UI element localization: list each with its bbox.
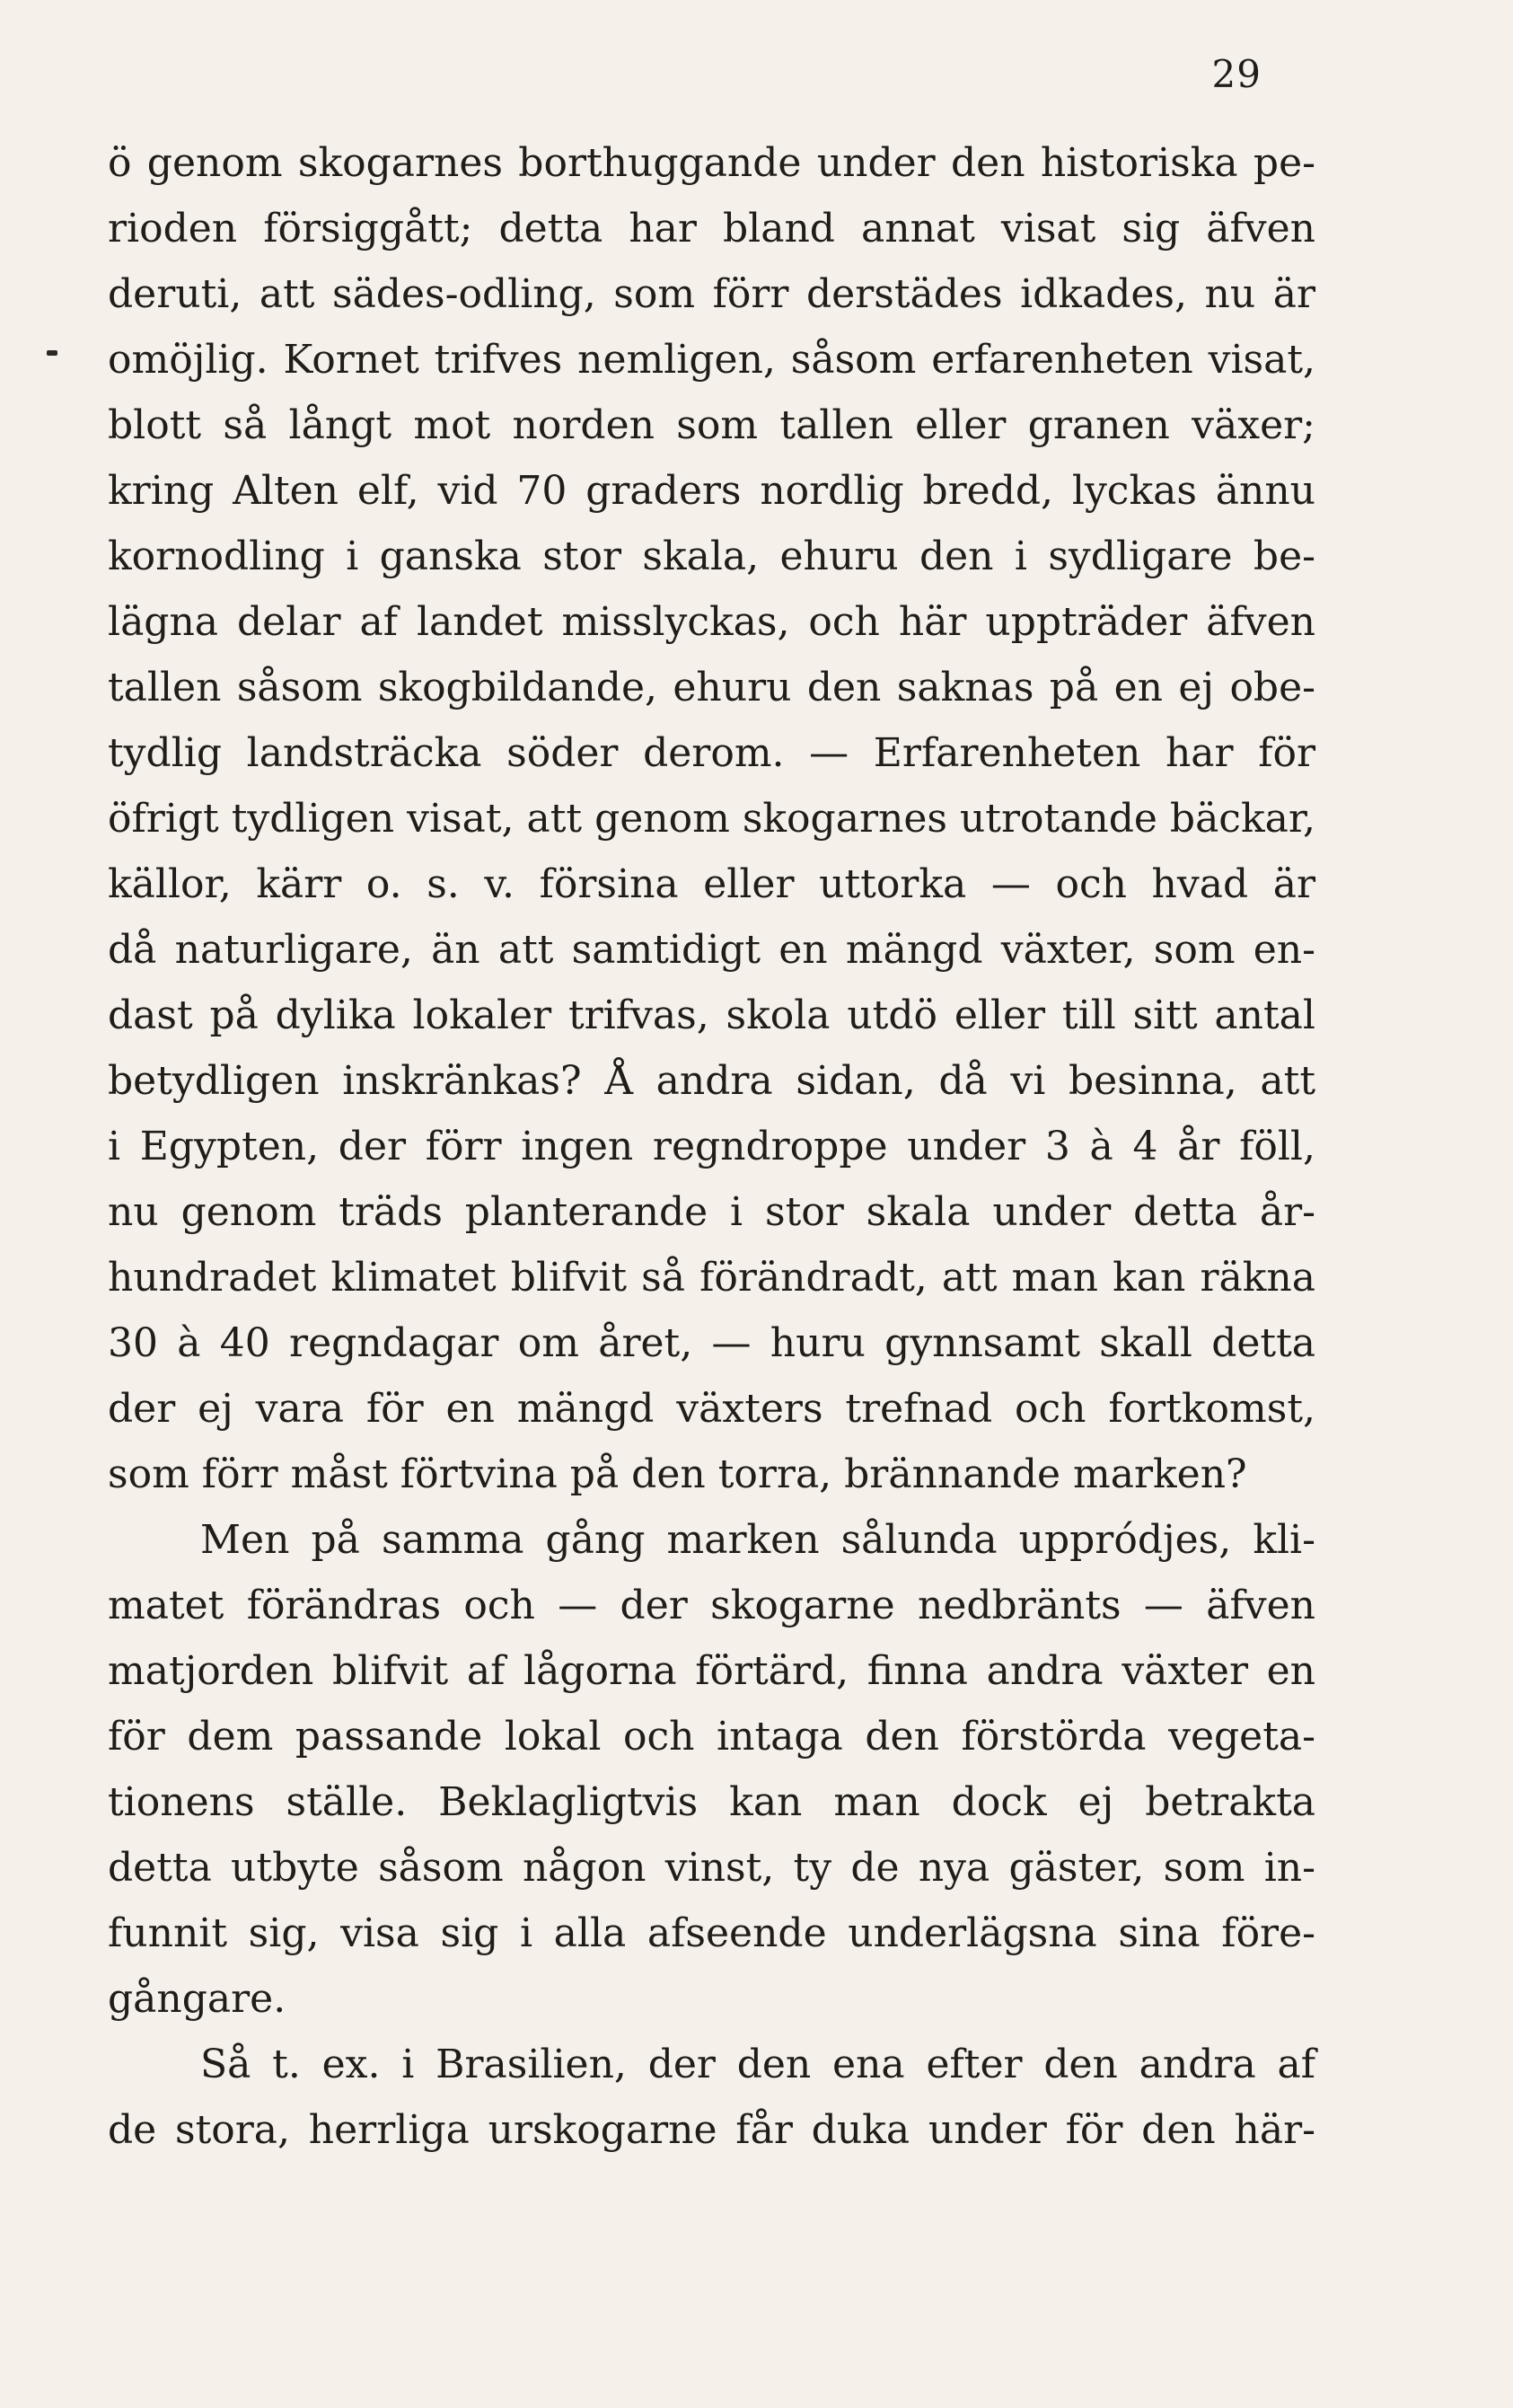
text-line: betydligen inskränkas? Å andra sidan, då vi besinna, att (108, 1058, 1315, 1104)
text-line: tydlig landsträcka söder derom. — Erfarenheten har för (108, 730, 1315, 776)
text-line: 30 à 40 regndagar om året, — huru gynnsamt skall detta (108, 1320, 1315, 1366)
text-line: detta utbyte såsom någon vinst, ty de nya gäster, som in- (108, 1845, 1315, 1891)
text-line: i Egypten, der förr ingen regndroppe under 3 à 4 år föll, (108, 1124, 1315, 1169)
text-line: rioden försiggått; detta har bland annat visat sig äfven (108, 206, 1315, 251)
text-line: der ej vara för en mängd växters trefnad och fortkomst, (108, 1386, 1315, 1432)
text-line: omöjlig. Kornet trifves nemligen, såsom erfarenheten visat, (108, 337, 1315, 383)
body-text (108, 130, 1315, 2163)
text-line: öfrigt tydligen visat, att genom skogarnes utrotande bäckar, (108, 796, 1316, 842)
text-line: Men på samma gång marken sålunda uppródjes, kli- (200, 1517, 1315, 1563)
text-line: deruti, att sädes-odling, som förr derstädes idkades, nu är (108, 271, 1315, 317)
text-line: funnit sig, visa sig i alla afseende underlägsna sina före- (108, 1910, 1315, 1956)
margin-mark (47, 350, 57, 356)
text-line: tallen såsom skogbildande, ehuru den saknas på en ej obe- (108, 665, 1315, 710)
text-line: Så t. ex. i Brasilien, der den ena efter den andra af (200, 2042, 1315, 2087)
text-line: matet förändras och — der skogarne nedbränts — äfven (108, 1583, 1315, 1628)
text-line: kring Alten elf, vid 70 graders nordlig bredd, lyckas ännu (108, 468, 1315, 514)
text-line: som förr måst förtvina på den torra, brännande marken? (108, 1451, 1247, 1497)
text-line: blott så långt mot norden som tallen eller granen växer; (108, 402, 1315, 448)
text-line: källor, kärr o. s. v. försina eller uttorka — och hvad är (108, 861, 1315, 907)
text-line: nu genom träds planterande i stor skala under detta år- (108, 1189, 1315, 1235)
text-line: kornodling i ganska stor skala, ehuru den i sydligare be- (108, 534, 1315, 579)
text-line: de stora, herrliga urskogarne får duka under för den här- (108, 2107, 1315, 2153)
text-line: hundradet klimatet blifvit så förändradt, att man kan räkna (108, 1255, 1315, 1301)
text-line: tionens ställe. Beklagligtvis kan man dock ej betrakta (108, 1779, 1315, 1825)
text-line: lägna delar af landet misslyckas, och här uppträder äfven (108, 599, 1315, 645)
text-line: matjorden blifvit af lågorna förtärd, finna andra växter en (108, 1648, 1315, 1694)
text-line: för dem passande lokal och intaga den förstörda vegeta- (108, 1714, 1315, 1760)
text-line: då naturligare, än att samtidigt en mängd växter, som en- (108, 927, 1315, 973)
text-line: ö genom skogarnes borthuggande under den historiska pe- (108, 140, 1315, 186)
text-line: dast på dylika lokaler trifvas, skola utdö eller till sitt antal (108, 992, 1315, 1038)
text-line: gångare. (108, 1976, 286, 2022)
page-number: 29 (1211, 52, 1262, 96)
